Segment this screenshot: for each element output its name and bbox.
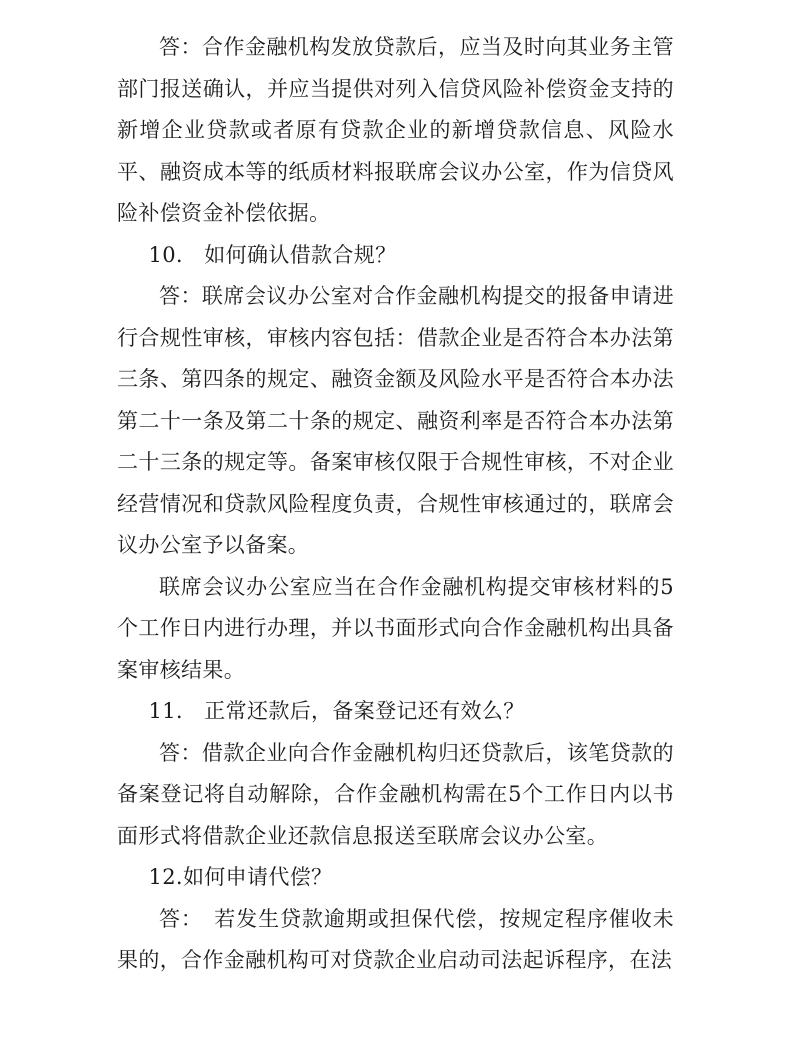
question-item: 12.如何申请代偿？ <box>148 865 333 889</box>
answer-paragraph: 答：联席会议办公室对合作金融机构提交的报备申请进行合规性审核，审核内容包括：借款企业是否符合本办法第三条、第四条的规定、融资金额及风险水平是否符合本办法第二十一条及第二十条的规定、融资利率是否符合本办法第二十三条的规定等。备案审核仅限于合规性审核，不对企业经营情况和贷款风险程度负责，合规性审核通过的，联席会议办公室予以备案。 <box>117 284 674 557</box>
answer-paragraph: 联席会议办公室应当在合作金融机构提交审核材料的5个工作日内进行办理，并以书面形式向合作金融机构出具备案审核结果。 <box>117 574 674 682</box>
answer-paragraph: 答：借款企业向合作金融机构归还贷款后，该笔贷款的备案登记将自动解除，合作金融机构需在5个工作日内以书面形式将借款企业还款信息报送至联席会议办公室。 <box>117 740 674 848</box>
question-item: 10. 如何确认借款合规？ <box>148 242 397 267</box>
answer-paragraph: 答： 若发生贷款逾期或担保代偿，按规定程序催收未果的，合作金融机构可对贷款企业启动司法起诉程序，在法 <box>117 906 674 972</box>
answer-paragraph: 答：合作金融机构发放贷款后，应当及时向其业务主管部门报送确认，并应当提供对列入信贷风险补偿资金支持的新增企业贷款或者原有贷款企业的新增贷款信息、风险水平、融资成本等的纸质材料报联席会议办公室，作为信贷风险补偿资金补偿依据。 <box>117 35 674 225</box>
question-item: 11. 正常还款后，备案登记还有效么？ <box>148 699 525 723</box>
